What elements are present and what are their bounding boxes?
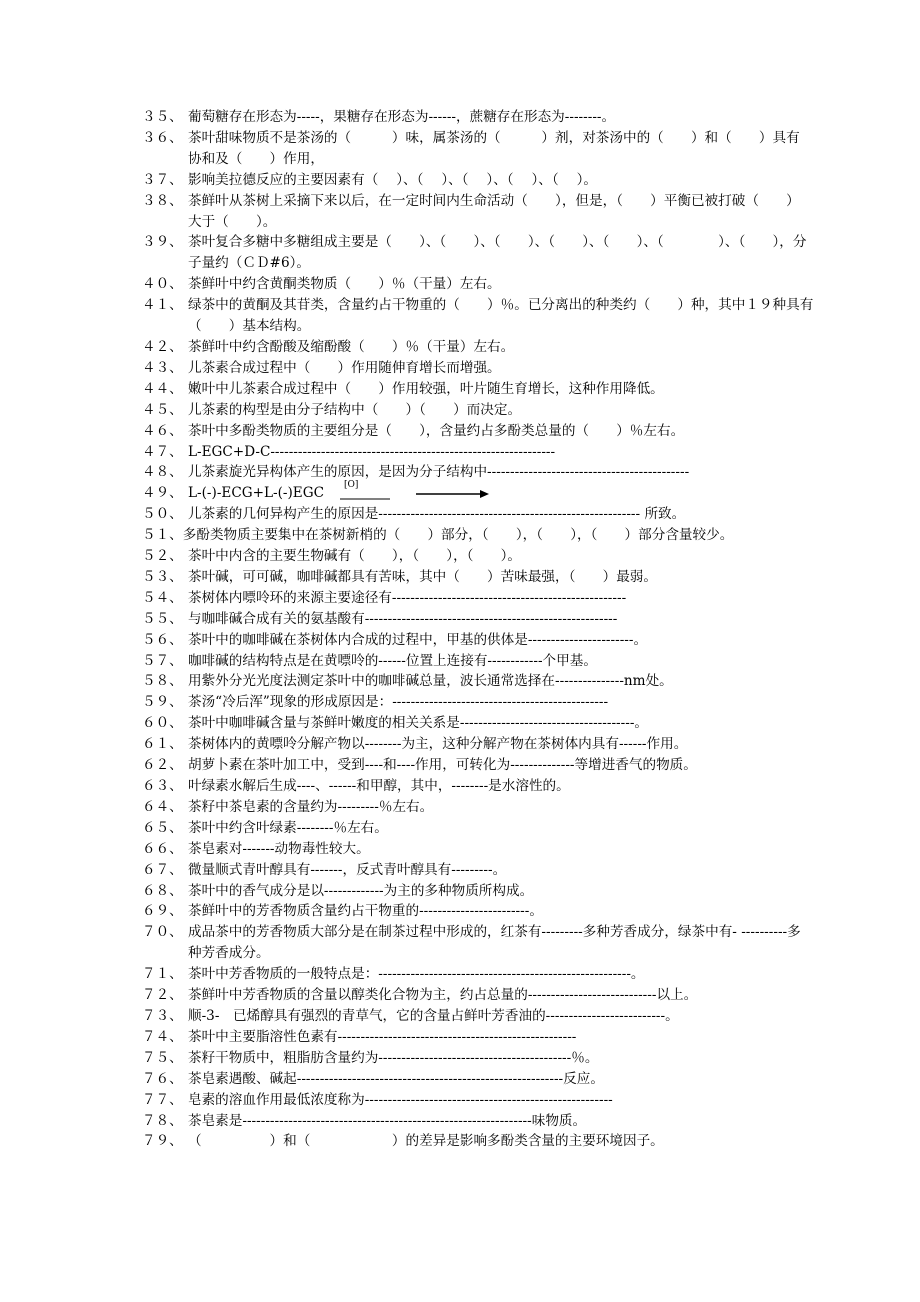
question-number: ６４、: [142, 798, 183, 815]
question-number: ５８、: [142, 673, 183, 690]
question-number: ５１、: [142, 527, 183, 544]
question-number: ７１、: [142, 966, 183, 983]
question-text: 茶叶中的咖啡碱在茶树体内合成的过程中，甲基的供体是-----------------------。: [188, 631, 648, 648]
question-68: [0, 881, 920, 902]
question-43: [0, 358, 920, 379]
question-number: ５６、: [142, 631, 183, 648]
question-text: 茶叶中内含的主要生物碱有（ ），（ ），（ ）。: [188, 548, 522, 565]
question-text: 茶叶中多酚类物质的主要组分是（ ），含量约占多酚类总量的（ ）％左右。: [188, 422, 685, 439]
question-number: ７２、: [142, 987, 183, 1004]
question-74: [0, 1027, 920, 1048]
question-text: 绿茶中的黄酮及其苷类，含量约占干物重的（ ）％。已分离出的种类约（ ）种，其中１９种具有（ ）基本结构。: [188, 297, 814, 335]
question-number: ５４、: [142, 589, 183, 606]
question-text: 茶籽干物质中，粗脂肪含量约为------------------------------------------％。: [188, 1049, 599, 1066]
question-59: [0, 692, 920, 713]
question-58: [0, 671, 920, 692]
question-text: 茶鲜叶中芳香物质的含量以醇类化合物为主，约占总量的----------------------------以上。: [188, 987, 698, 1004]
question-text: 茶叶复合多糖中多糖组成主要是（ ）、（ ）、（ ）、（ ）、（ ）、（ ）、（ ），分子量约（ＣＤ#6）。: [188, 234, 807, 272]
question-number: ３７、: [142, 171, 183, 188]
question-number: ７７、: [142, 1091, 183, 1108]
question-number: ３６、: [142, 129, 183, 146]
question-text: 茶叶碱，可可碱，咖啡碱都具有苦味，其中（ ）苦味最强，（ ）最弱。: [188, 568, 657, 585]
question-62: [0, 755, 920, 776]
question-79: [0, 1131, 920, 1152]
question-number: ５２、: [142, 548, 183, 565]
question-number: ６２、: [142, 757, 183, 774]
question-text: 成品茶中的芳香物质大部分是在制茶过程中形成的，红茶有---------多种芳香成分，绿茶中有- ----------多种芳香成分。: [188, 924, 801, 962]
question-text: 茶鲜叶中约含酚酸及缩酚酸（ ）％（干量）左右。: [188, 338, 515, 355]
question-text: 微量顺式青叶醇具有-------，反式青叶醇具有---------。: [188, 861, 507, 878]
question-72: [0, 985, 920, 1006]
question-77: [0, 1090, 920, 1111]
question-61: [0, 734, 920, 755]
question-text: 胡萝卜素在茶叶加工中，受到----和----作用，可转化为--------------等增进香气的物质。: [188, 757, 697, 774]
question-text: 茶鲜叶从茶树上采摘下来以后，在一定时间内生命活动（ ），但是，（ ）平衡已被打破（ ）大于（ ）。: [188, 192, 800, 230]
question-70: [0, 922, 920, 964]
question-number: ４３、: [142, 359, 183, 376]
question-text: （ ）和（ ）的差异是影响多酚类含量的主要环境因子。: [188, 1133, 664, 1150]
question-37: [0, 170, 920, 191]
question-57: [0, 651, 920, 672]
question-number: ６１、: [142, 736, 183, 753]
question-46: [0, 421, 920, 442]
question-text: 茶皂素对-------动物毒性较大。: [188, 840, 370, 857]
question-44: [0, 379, 920, 400]
question-text: 儿茶素合成过程中（ ）作用随伸育增长而增强。: [188, 359, 501, 376]
question-text: 茶叶中咖啡碱含量与茶鲜叶嫩度的相关关系是--------------------------------------。: [188, 715, 649, 732]
question-47: [0, 442, 920, 463]
question-number: ７９、: [142, 1133, 183, 1150]
question-number: ６５、: [142, 819, 183, 836]
question-number: ４９、: [142, 485, 183, 502]
question-number: ４２、: [142, 338, 183, 355]
question-text: 茶鲜叶中的芳香物质含量约占干物重的------------------------。: [188, 903, 543, 920]
question-text: 茶叶中芳香物质的一般特点是：-------------------------------------------------------。: [188, 966, 645, 983]
question-67: [0, 860, 920, 881]
question-text: 茶叶甜味物质不是茶汤的（ ）味，属茶汤的（ ）剂，对茶汤中的（ ）和（ ）具有协和及（ ）作用，: [188, 129, 800, 167]
question-number: ６９、: [142, 903, 183, 920]
question-text: 用紫外分光光度法测定茶叶中的咖啡碱总量，波长通常选择在---------------nm处。: [188, 673, 673, 690]
question-text: L-(-)-ECG+L-(-)EGC: [188, 485, 324, 502]
question-number: ５０、: [142, 506, 183, 523]
question-50: [0, 504, 920, 525]
question-73: [0, 1006, 920, 1027]
question-number: ３９、: [142, 234, 183, 251]
question-text: 葡萄糖存在形态为-----，果糖存在形态为------，蔗糖存在形态为--------。: [188, 109, 616, 125]
question-text: 影响美拉德反应的主要因素有（ ）、（ ）、（ ）、（ ）、（ ）。: [188, 171, 597, 188]
question-number: ５３、: [142, 568, 183, 585]
question-36: [0, 128, 920, 170]
question-text: 茶叶中主要脂溶性色素有----------------------------------------------------: [188, 1028, 577, 1045]
question-63: [0, 776, 920, 797]
question-text: 儿茶素的构型是由分子结构中（ ）（ ）而决定。: [188, 401, 522, 418]
question-64: [0, 797, 920, 818]
question-number: ７４、: [142, 1028, 183, 1045]
question-53: [0, 567, 920, 588]
question-number: ６０、: [142, 715, 183, 732]
document-body: [0, 107, 920, 1152]
reaction-arrow: [340, 476, 490, 502]
question-number: ３８、: [142, 192, 183, 209]
question-51: [0, 525, 920, 546]
question-text: 茶叶中的香气成分是以-------------为主的多种物质所构成。: [188, 882, 534, 899]
question-text: 多酚类物质主要集中在茶树新梢的（ ）部分，（ ），（ ），（ ）部分含量较少。: [182, 527, 734, 544]
question-text: 茶树体内嘌呤环的来源主要途径有---------------------------------------------------: [188, 589, 627, 606]
question-56: [0, 630, 920, 651]
question-text: 皂素的溶血作用最低浓度称为------------------------------------------------------: [188, 1091, 613, 1108]
question-text: 与咖啡碱合成有关的氨基酸有-------------------------------------------------------: [188, 610, 618, 627]
question-text: 茶皂素遇酸、碱起----------------------------------------------------------反应。: [188, 1070, 604, 1087]
question-number: ７３、: [142, 1007, 183, 1024]
question-45: [0, 400, 920, 421]
question-number: ７０、: [142, 924, 183, 941]
question-text: 儿茶素的几何异构产生的原因是--------------------------------------------------------- 所致。: [188, 506, 686, 523]
question-number: ６３、: [142, 778, 183, 794]
question-number: ６７、: [142, 861, 183, 878]
question-text: 顺-3- 已烯醇具有强烈的青草气，它的含量占鲜叶芳香油的--------------------------。: [188, 1007, 679, 1024]
question-text: 儿茶素旋光异构体产生的原因，是因为分子结构中--------------------------------------------: [188, 464, 690, 481]
question-71: [0, 964, 920, 985]
question-text: L-EGC+D-C--------------------------------------------------------------: [188, 443, 556, 460]
question-65: [0, 818, 920, 839]
question-number: ５７、: [142, 652, 183, 669]
question-text: 茶树体内的黄嘌呤分解产物以--------为主，这种分解产物在茶树体内具有------作用。: [188, 736, 688, 753]
question-text: 嫩叶中儿茶素合成过程中（ ）作用较强，叶片随生育增长，这种作用降低。: [188, 380, 664, 397]
question-41: [0, 295, 920, 337]
question-text: 茶皂素是---------------------------------------------------------------味物质。: [188, 1112, 587, 1129]
question-number: ５９、: [142, 694, 183, 711]
question-60: [0, 713, 920, 734]
question-number: ７５、: [142, 1049, 183, 1066]
oxidation-label: [O]: [344, 480, 359, 491]
question-number: ４６、: [142, 422, 183, 439]
question-text: 咖啡碱的结构特点是在黄嘌呤的------位置上连接有------------个甲基。: [188, 652, 597, 669]
question-49: [0, 480, 920, 504]
question-number: ４１、: [142, 297, 183, 314]
question-text: 茶叶中约含叶绿素--------％左右。: [188, 819, 388, 836]
question-75: [0, 1048, 920, 1069]
question-40: [0, 274, 920, 295]
question-number: ５５、: [142, 610, 183, 627]
question-text: 叶绿素水解后生成----、------和甲醇，其中，--------是水溶性的。: [188, 778, 570, 794]
question-55: [0, 609, 920, 630]
question-69: [0, 901, 920, 922]
question-text: 茶汤“冷后浑”现象的形成原因是：-----------------------------------------------: [188, 694, 609, 711]
question-number: ４８、: [142, 464, 183, 481]
question-52: [0, 546, 920, 567]
arrow-head: [480, 490, 489, 498]
question-66: [0, 839, 920, 860]
question-39: [0, 232, 920, 274]
question-number: ３５、: [142, 109, 183, 125]
question-number: ４５、: [142, 401, 183, 418]
question-78: [0, 1111, 920, 1132]
question-text: 茶籽中茶皂素的含量约为---------％左右。: [188, 798, 434, 815]
question-number: ４７、: [142, 443, 183, 460]
question-number: ６８、: [142, 882, 183, 899]
question-54: [0, 588, 920, 609]
question-text: 茶鲜叶中约含黄酮类物质（ ）％（干量）左右。: [188, 276, 501, 293]
question-35: [0, 107, 920, 128]
question-number: ７６、: [142, 1070, 183, 1087]
question-number: ６６、: [142, 840, 183, 857]
question-number: ４４、: [142, 380, 183, 397]
question-76: [0, 1069, 920, 1090]
question-38: [0, 191, 920, 233]
question-number: ７８、: [142, 1112, 183, 1129]
question-number: ４０、: [142, 276, 183, 293]
question-42: [0, 337, 920, 358]
